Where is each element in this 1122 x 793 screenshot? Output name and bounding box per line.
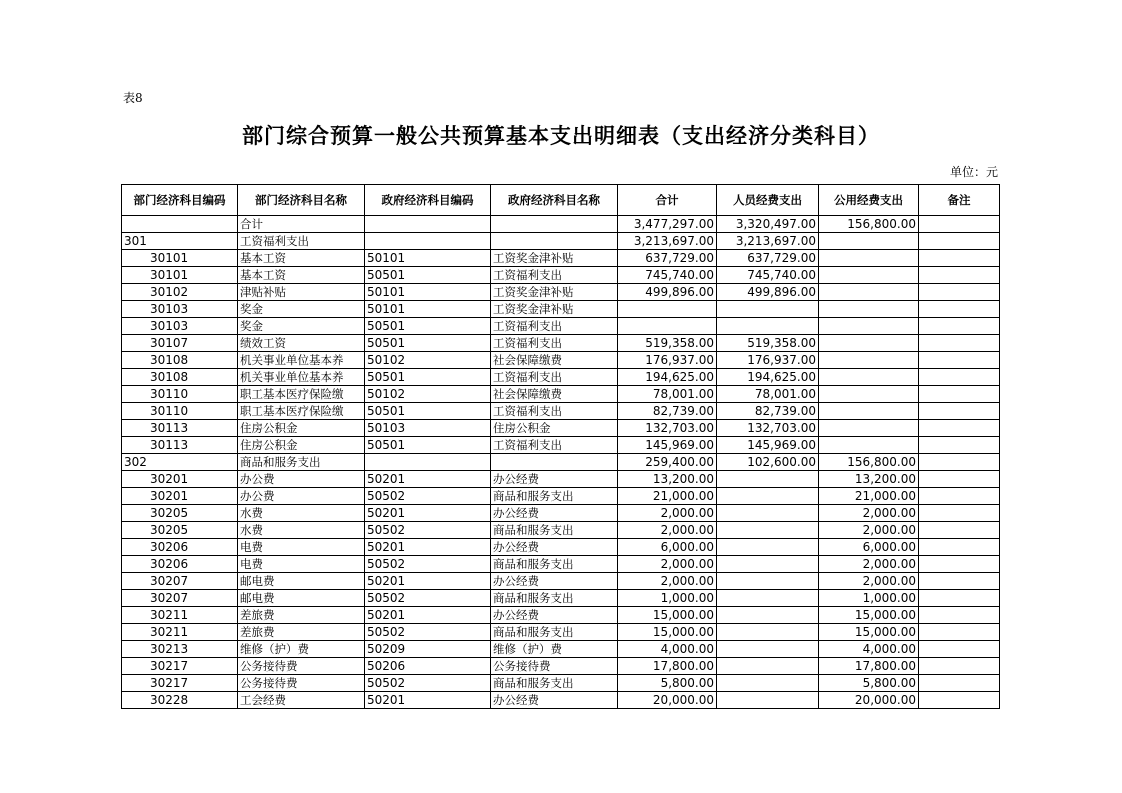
cell-dept-name: 合计 [238,216,365,233]
table-number: 表8 [123,91,143,105]
unit-label: 单位：元 [950,165,999,179]
cell-total: 2,000.00 [618,573,717,590]
cell-dept-code: 30110 [122,386,238,403]
cell-gov-code: 50102 [365,352,491,369]
cell-total: 176,937.00 [618,352,717,369]
cell-public [819,437,919,454]
cell-dept-code: 30110 [122,403,238,420]
cell-dept-code: 30108 [122,352,238,369]
cell-dept-name: 公务接待费 [238,675,365,692]
table-row [122,403,1000,420]
cell-gov-name: 社会保障缴费 [491,386,618,403]
cell-gov-name: 办公经费 [491,692,618,709]
cell-gov-name: 办公经费 [491,505,618,522]
table-row [122,471,1000,488]
cell-personnel [717,505,819,522]
cell-dept-name: 基本工资 [238,250,365,267]
cell-total: 3,477,297.00 [618,216,717,233]
cell-public [819,267,919,284]
col-header-note: 备注 [919,185,1000,216]
cell-dept-code: 30103 [122,318,238,335]
cell-total: 82,739.00 [618,403,717,420]
cell-public [819,369,919,386]
col-header-total: 合计 [618,185,717,216]
cell-note [919,590,1000,607]
cell-dept-code: 30207 [122,573,238,590]
cell-total: 13,200.00 [618,471,717,488]
cell-public: 4,000.00 [819,641,919,658]
cell-public [819,233,919,250]
table-row [122,352,1000,369]
cell-gov-code: 50502 [365,522,491,539]
cell-total: 145,969.00 [618,437,717,454]
cell-total: 194,625.00 [618,369,717,386]
cell-dept-code: 30103 [122,301,238,318]
cell-note [919,301,1000,318]
cell-dept-name: 公务接待费 [238,658,365,675]
cell-dept-code: 30206 [122,539,238,556]
budget-detail-table [121,184,1000,709]
cell-dept-name: 机关事业单位基本养 [238,352,365,369]
cell-public: 156,800.00 [819,216,919,233]
cell-gov-name [491,216,618,233]
cell-dept-code [122,216,238,233]
cell-note [919,284,1000,301]
cell-dept-name: 水费 [238,522,365,539]
cell-gov-name: 商品和服务支出 [491,522,618,539]
cell-total: 745,740.00 [618,267,717,284]
cell-note [919,556,1000,573]
cell-gov-name: 工资奖金津补贴 [491,284,618,301]
cell-note [919,352,1000,369]
cell-dept-code: 30113 [122,437,238,454]
cell-dept-name: 商品和服务支出 [238,454,365,471]
cell-gov-code [365,233,491,250]
cell-public: 15,000.00 [819,624,919,641]
cell-dept-code: 30201 [122,488,238,505]
cell-public: 2,000.00 [819,522,919,539]
cell-gov-code: 50201 [365,505,491,522]
cell-gov-name: 商品和服务支出 [491,488,618,505]
table-row [122,437,1000,454]
cell-gov-code: 50101 [365,284,491,301]
cell-gov-name: 办公经费 [491,607,618,624]
cell-total: 15,000.00 [618,624,717,641]
cell-dept-code: 30113 [122,420,238,437]
cell-gov-name: 工资福利支出 [491,403,618,420]
cell-note [919,641,1000,658]
cell-gov-name [491,233,618,250]
table-row [122,658,1000,675]
table-row [122,522,1000,539]
cell-dept-name: 工会经费 [238,692,365,709]
cell-note [919,539,1000,556]
cell-dept-code: 30213 [122,641,238,658]
cell-total: 132,703.00 [618,420,717,437]
cell-gov-code: 50101 [365,250,491,267]
table-row [122,318,1000,335]
cell-personnel [717,675,819,692]
cell-dept-name: 水费 [238,505,365,522]
cell-dept-name: 住房公积金 [238,437,365,454]
cell-public: 6,000.00 [819,539,919,556]
cell-public [819,284,919,301]
table-row [122,590,1000,607]
cell-gov-code: 50502 [365,675,491,692]
cell-personnel: 3,320,497.00 [717,216,819,233]
cell-gov-code: 50501 [365,437,491,454]
cell-total: 5,800.00 [618,675,717,692]
cell-total: 17,800.00 [618,658,717,675]
cell-gov-name: 工资福利支出 [491,369,618,386]
cell-dept-code: 30207 [122,590,238,607]
table-row [122,233,1000,250]
cell-gov-name: 商品和服务支出 [491,590,618,607]
cell-total: 6,000.00 [618,539,717,556]
cell-gov-name: 办公经费 [491,573,618,590]
table-row [122,267,1000,284]
cell-gov-name: 工资奖金津补贴 [491,301,618,318]
cell-personnel: 637,729.00 [717,250,819,267]
cell-note [919,369,1000,386]
cell-note [919,505,1000,522]
cell-total: 15,000.00 [618,607,717,624]
col-header-public: 公用经费支出 [819,185,919,216]
table-row [122,216,1000,233]
cell-public: 2,000.00 [819,505,919,522]
cell-note [919,488,1000,505]
col-header-gov-code: 政府经济科目编码 [365,185,491,216]
cell-note [919,267,1000,284]
cell-personnel: 102,600.00 [717,454,819,471]
cell-gov-code: 50102 [365,386,491,403]
cell-gov-name: 办公经费 [491,471,618,488]
cell-dept-name: 奖金 [238,318,365,335]
table-row [122,454,1000,471]
cell-note [919,403,1000,420]
cell-public: 17,800.00 [819,658,919,675]
table-row [122,692,1000,709]
col-header-dept-name: 部门经济科目名称 [238,185,365,216]
cell-personnel [717,318,819,335]
cell-personnel: 145,969.00 [717,437,819,454]
cell-dept-name: 邮电费 [238,573,365,590]
table-row [122,420,1000,437]
cell-gov-code: 50502 [365,488,491,505]
cell-public [819,301,919,318]
cell-total [618,318,717,335]
cell-personnel [717,692,819,709]
cell-public: 13,200.00 [819,471,919,488]
cell-public: 5,800.00 [819,675,919,692]
cell-public: 2,000.00 [819,556,919,573]
cell-public [819,403,919,420]
cell-personnel [717,607,819,624]
table-row [122,505,1000,522]
cell-total: 2,000.00 [618,522,717,539]
cell-public: 2,000.00 [819,573,919,590]
cell-dept-code: 30205 [122,505,238,522]
cell-gov-name: 维修（护）费 [491,641,618,658]
table-row [122,607,1000,624]
cell-note [919,607,1000,624]
cell-gov-code: 50201 [365,471,491,488]
cell-dept-code: 302 [122,454,238,471]
table-row [122,641,1000,658]
cell-public [819,420,919,437]
cell-personnel [717,471,819,488]
cell-public: 21,000.00 [819,488,919,505]
cell-dept-name: 电费 [238,539,365,556]
cell-dept-code: 30108 [122,369,238,386]
cell-gov-name: 公务接待费 [491,658,618,675]
cell-total: 3,213,697.00 [618,233,717,250]
cell-personnel [717,522,819,539]
cell-gov-name [491,454,618,471]
cell-personnel [717,658,819,675]
cell-dept-code: 30205 [122,522,238,539]
cell-personnel: 132,703.00 [717,420,819,437]
cell-note [919,437,1000,454]
cell-dept-code: 30228 [122,692,238,709]
cell-dept-name: 基本工资 [238,267,365,284]
cell-total: 4,000.00 [618,641,717,658]
cell-public [819,318,919,335]
cell-note [919,420,1000,437]
cell-dept-name: 奖金 [238,301,365,318]
cell-public: 1,000.00 [819,590,919,607]
cell-dept-name: 维修（护）费 [238,641,365,658]
cell-total: 78,001.00 [618,386,717,403]
cell-gov-code: 50501 [365,318,491,335]
cell-public [819,352,919,369]
cell-personnel [717,301,819,318]
table-row [122,488,1000,505]
table-row [122,624,1000,641]
cell-dept-name: 住房公积金 [238,420,365,437]
cell-total: 499,896.00 [618,284,717,301]
cell-note [919,573,1000,590]
cell-note [919,318,1000,335]
cell-gov-code [365,216,491,233]
cell-total: 637,729.00 [618,250,717,267]
cell-public: 15,000.00 [819,607,919,624]
cell-gov-code: 50502 [365,590,491,607]
cell-total: 2,000.00 [618,556,717,573]
cell-personnel: 745,740.00 [717,267,819,284]
cell-gov-name: 办公经费 [491,539,618,556]
cell-gov-name: 社会保障缴费 [491,352,618,369]
cell-personnel [717,573,819,590]
cell-note [919,692,1000,709]
cell-gov-code: 50201 [365,692,491,709]
table-row [122,284,1000,301]
cell-dept-code: 30211 [122,624,238,641]
cell-dept-name: 职工基本医疗保险缴 [238,403,365,420]
cell-personnel: 82,739.00 [717,403,819,420]
cell-gov-code: 50501 [365,403,491,420]
cell-gov-name: 工资福利支出 [491,267,618,284]
cell-total: 21,000.00 [618,488,717,505]
cell-dept-code: 30107 [122,335,238,352]
cell-personnel: 3,213,697.00 [717,233,819,250]
cell-note [919,658,1000,675]
cell-gov-code: 50101 [365,301,491,318]
table-row [122,369,1000,386]
cell-dept-name: 差旅费 [238,624,365,641]
cell-personnel [717,624,819,641]
cell-total: 1,000.00 [618,590,717,607]
col-header-personnel: 人员经费支出 [717,185,819,216]
cell-gov-code: 50103 [365,420,491,437]
cell-total: 519,358.00 [618,335,717,352]
cell-gov-code: 50201 [365,573,491,590]
cell-total: 20,000.00 [618,692,717,709]
table-row [122,573,1000,590]
cell-dept-name: 邮电费 [238,590,365,607]
cell-dept-code: 301 [122,233,238,250]
cell-dept-name: 办公费 [238,488,365,505]
cell-dept-code: 30211 [122,607,238,624]
cell-gov-code: 50501 [365,369,491,386]
cell-gov-code: 50502 [365,624,491,641]
cell-personnel: 519,358.00 [717,335,819,352]
cell-gov-name: 工资福利支出 [491,335,618,352]
cell-dept-name: 工资福利支出 [238,233,365,250]
cell-dept-code: 30201 [122,471,238,488]
cell-total [618,301,717,318]
cell-note [919,522,1000,539]
cell-personnel: 194,625.00 [717,369,819,386]
cell-dept-name: 绩效工资 [238,335,365,352]
cell-note [919,675,1000,692]
cell-note [919,250,1000,267]
cell-gov-code: 50201 [365,539,491,556]
cell-personnel [717,488,819,505]
table-header-row [122,185,1000,216]
cell-gov-name: 商品和服务支出 [491,556,618,573]
cell-personnel [717,590,819,607]
cell-public [819,335,919,352]
cell-dept-name: 职工基本医疗保险缴 [238,386,365,403]
cell-gov-name: 商品和服务支出 [491,675,618,692]
cell-dept-code: 30102 [122,284,238,301]
table-row [122,675,1000,692]
cell-gov-name: 工资奖金津补贴 [491,250,618,267]
cell-total: 2,000.00 [618,505,717,522]
cell-personnel [717,641,819,658]
cell-public [819,250,919,267]
table-row [122,386,1000,403]
cell-public: 20,000.00 [819,692,919,709]
cell-note [919,335,1000,352]
cell-gov-code: 50501 [365,335,491,352]
cell-personnel [717,556,819,573]
cell-note [919,216,1000,233]
col-header-dept-code: 部门经济科目编码 [122,185,238,216]
cell-dept-name: 津贴补贴 [238,284,365,301]
col-header-gov-name: 政府经济科目名称 [491,185,618,216]
cell-gov-code: 50502 [365,556,491,573]
cell-gov-name: 工资福利支出 [491,437,618,454]
cell-note [919,624,1000,641]
cell-personnel: 499,896.00 [717,284,819,301]
table-row [122,539,1000,556]
cell-dept-name: 差旅费 [238,607,365,624]
cell-dept-name: 办公费 [238,471,365,488]
table-row [122,556,1000,573]
cell-personnel: 78,001.00 [717,386,819,403]
cell-gov-name: 住房公积金 [491,420,618,437]
page-title: 部门综合预算一般公共预算基本支出明细表（支出经济分类科目） [242,124,880,148]
cell-dept-code: 30101 [122,250,238,267]
cell-dept-code: 30206 [122,556,238,573]
cell-note [919,233,1000,250]
cell-note [919,386,1000,403]
cell-gov-code: 50206 [365,658,491,675]
cell-dept-name: 机关事业单位基本养 [238,369,365,386]
cell-public [819,386,919,403]
cell-gov-name: 商品和服务支出 [491,624,618,641]
cell-gov-code: 50501 [365,267,491,284]
cell-note [919,454,1000,471]
cell-public: 156,800.00 [819,454,919,471]
cell-gov-code [365,454,491,471]
cell-personnel: 176,937.00 [717,352,819,369]
cell-dept-code: 30101 [122,267,238,284]
table-row [122,301,1000,318]
cell-dept-code: 30217 [122,658,238,675]
cell-gov-name: 工资福利支出 [491,318,618,335]
cell-gov-code: 50209 [365,641,491,658]
table-row [122,250,1000,267]
cell-note [919,471,1000,488]
cell-gov-code: 50201 [365,607,491,624]
table-body [122,216,1000,709]
table-row [122,335,1000,352]
cell-dept-code: 30217 [122,675,238,692]
cell-dept-name: 电费 [238,556,365,573]
cell-total: 259,400.00 [618,454,717,471]
cell-personnel [717,539,819,556]
